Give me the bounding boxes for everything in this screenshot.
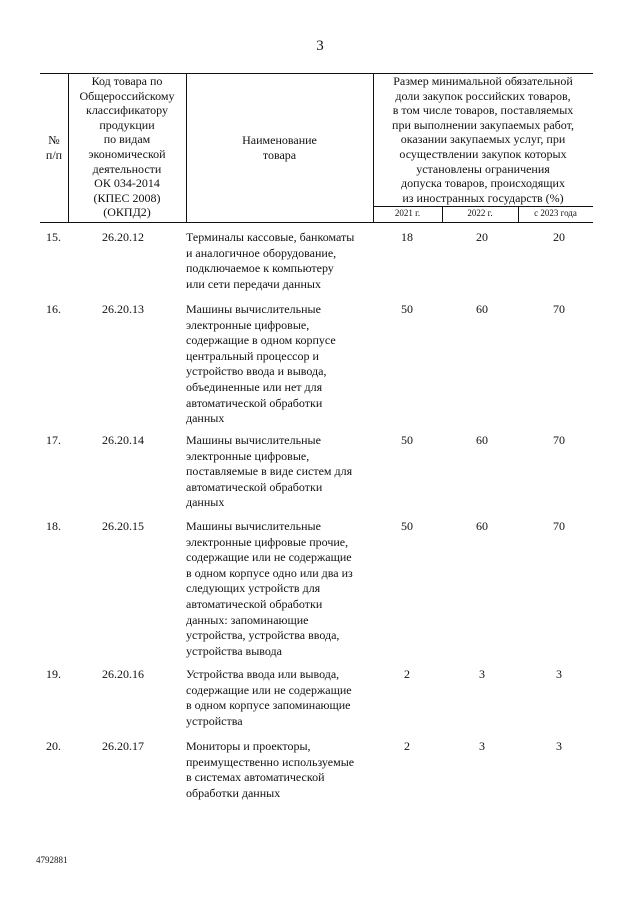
page-number: 3 [316,38,324,54]
row-code: 26.20.14 [102,433,144,447]
row-code: 26.20.16 [102,667,144,681]
row-value-2022: 3 [479,739,485,753]
year-header-2022: 2022 г. [467,208,493,218]
year-header-2021: 2021 г. [394,208,421,218]
row-value-2023: 70 [553,302,565,316]
row-value-2021: 2 [404,739,410,753]
row-value-2021: 50 [401,519,413,533]
row-number: 17. [46,433,61,447]
row-value-2023: 3 [556,739,562,753]
header-code [68,74,186,220]
header-name [186,133,373,162]
row-name: Машины вычислительные электронные цифровые, содержащие в одном корпусе центральный процессор и устройство ввода и вывода, объединенные или нет для автоматической обработки данных [186,302,336,426]
row-code: 26.20.15 [102,519,144,533]
row-value-2021: 50 [401,302,413,316]
row-name: Машины вычислительные электронные цифровые, поставляемые в виде систем для автоматической обработки данных [186,433,353,510]
row-number: 18. [46,519,61,533]
row-name: Мониторы и проекторы, преимущественно используемые в системах автоматической обработки данных [186,739,355,800]
row-value-2022: 20 [476,230,488,244]
document-id: 4792881 [36,855,68,865]
row-value-2023: 70 [553,519,565,533]
header-num-text: № п/п [45,133,63,162]
row-value-2022: 60 [476,302,488,316]
header-share [373,74,593,205]
table-header-bottom-border [40,222,593,223]
header-name-text: Наименование товара [242,133,317,162]
row-number: 19. [46,667,61,681]
row-number: 20. [46,739,61,753]
row-value-2022: 60 [476,519,488,533]
row-value-2023: 3 [556,667,562,681]
row-number: 16. [46,302,61,316]
row-value-2021: 50 [401,433,413,447]
header-share-text: Размер минимальной обязательной доли закупок российских товаров, в том числе товаров, поставляемых при выполнении закупаемых работ, оказании закупаемых услуг, при осуществлении закупок которых установлены ограничения допуска товаров, происходящих из иностранных государств (%) [392,74,574,205]
row-value-2023: 20 [553,230,565,244]
row-value-2022: 60 [476,433,488,447]
row-number: 15. [46,230,61,244]
row-code: 26.20.12 [102,230,144,244]
row-value-2022: 3 [479,667,485,681]
year-header-2023: с 2023 года [534,208,577,218]
row-value-2023: 70 [553,433,565,447]
row-value-2021: 18 [401,230,413,244]
row-name: Устройства ввода или вывода, содержащие или не содержащие в одном корпусе запоминающие устройства [186,667,352,728]
row-code: 26.20.13 [102,302,144,316]
header-code-text: Код товара по Общероссийскому классификатору продукции по видам экономической деятельности ОК 034-2014 (КПЕС 2008) (ОКПД2) [79,74,175,220]
row-name: Терминалы кассовые, банкоматы и аналогичное оборудование, подключаемое к компьютеру или сети передачи данных [186,230,355,291]
row-code: 26.20.17 [102,739,144,753]
header-num [40,133,68,162]
year-header-divider [373,206,593,207]
row-name: Машины вычислительные электронные цифровые прочие, содержащие или не содержащие в одном корпусе одно или два из следующих устройств для автоматической обработки данных: запоминающие устройства, устройства ввода, устройства вывода [186,519,353,658]
row-value-2021: 2 [404,667,410,681]
